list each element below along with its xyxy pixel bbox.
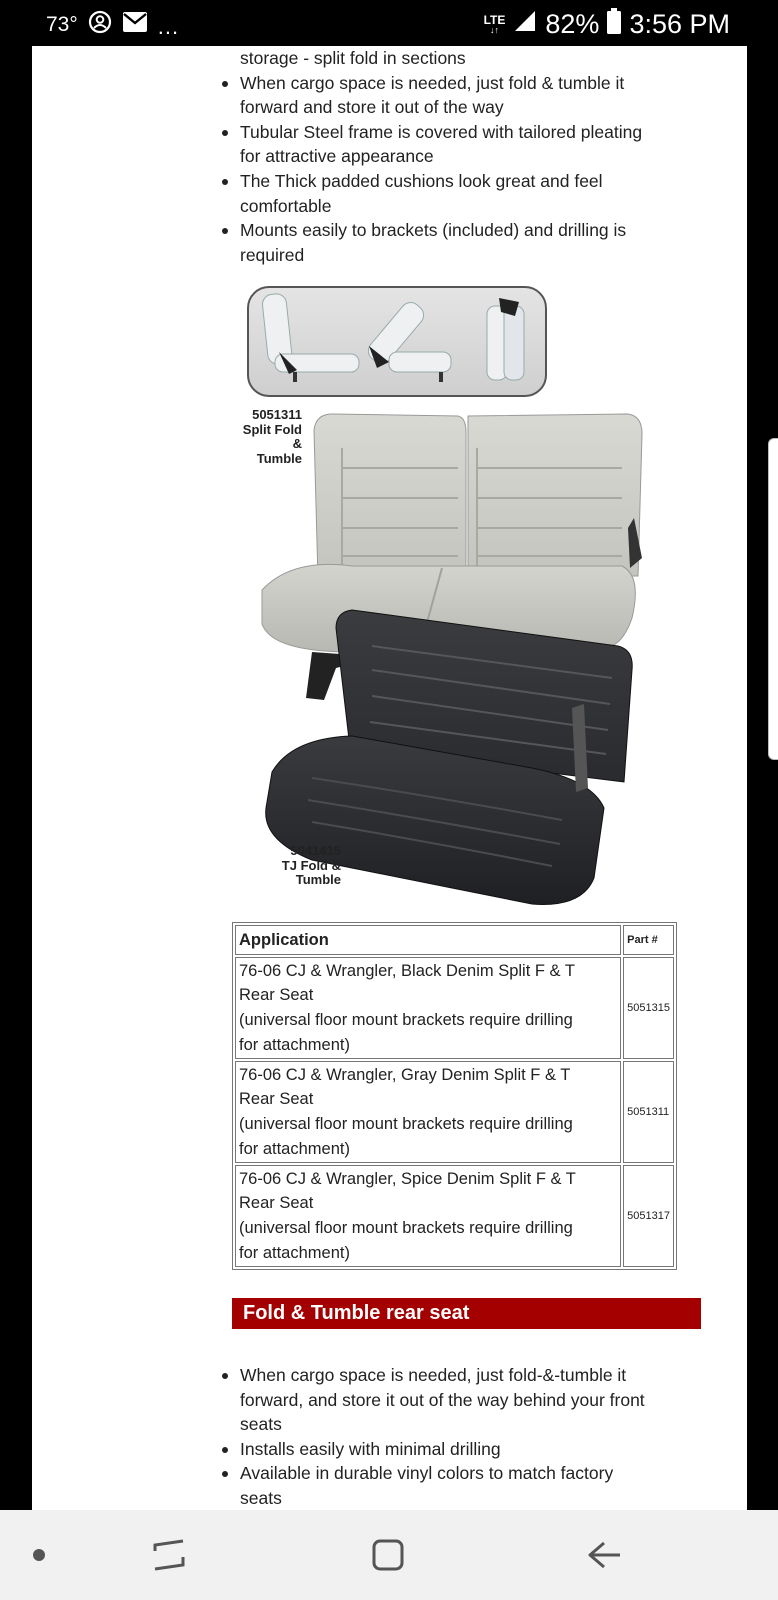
signal-icon — [513, 9, 537, 40]
home-icon[interactable] — [365, 1532, 411, 1578]
part-number-cell: 5051311 — [623, 1061, 674, 1163]
application-cell — [235, 1165, 621, 1267]
list-item-line: storage - split fold in sections — [240, 48, 466, 68]
bottom-feature-list — [222, 1363, 732, 1510]
section-heading: Fold & Tumble rear seat — [232, 1298, 701, 1329]
application-line: for attachment) — [239, 1139, 350, 1158]
fold-sequence-image — [247, 286, 547, 397]
list-item — [222, 1363, 732, 1437]
top-seat-label-line: Tumble — [256, 450, 302, 466]
bottom-seat-label-line: Tumble — [295, 872, 341, 887]
application-line: 76-06 CJ & Wrangler, Black Denim Split F & T — [239, 961, 575, 980]
application-cell — [235, 957, 621, 1059]
top-feature-list — [222, 46, 732, 267]
application-line: Rear Seat — [239, 1090, 314, 1109]
application-line: Rear Seat — [239, 986, 314, 1005]
application-cell — [235, 1061, 621, 1163]
list-item-line: Tubular Steel frame is covered with tailored pleating — [240, 121, 643, 142]
list-item-line: When cargo space is needed, just fold-&-tumble it — [240, 1365, 627, 1385]
list-item — [222, 1437, 732, 1462]
top-feature-list-container — [222, 46, 732, 267]
list-item — [222, 71, 732, 120]
list-item — [222, 120, 732, 169]
list-item-line: forward, and store it out of the way behind your front — [240, 1389, 645, 1410]
dot-icon[interactable] — [16, 1532, 62, 1578]
back-icon[interactable] — [582, 1532, 628, 1578]
top-seat-label — [232, 408, 302, 466]
application-line: 76-06 CJ & Wrangler, Spice Denim Split F & T — [239, 1169, 576, 1188]
battery-icon — [607, 8, 621, 41]
network-type: LTE — [483, 13, 506, 27]
recent-apps-icon[interactable] — [146, 1532, 192, 1578]
list-item-line: Available in durable vinyl colors to match factory — [240, 1463, 614, 1484]
top-seat-part-number: 5051311 — [252, 407, 302, 422]
list-item-line: Mounts easily to brackets (included) and drilling is — [240, 220, 627, 241]
list-item-line: comfortable — [240, 195, 332, 216]
top-seat-label-line: Split Fold & — [242, 421, 302, 451]
bottom-seat-label-line: TJ Fold & — [281, 857, 341, 873]
list-item-line: When cargo space is needed, just fold & tumble it — [240, 72, 625, 93]
bottom-seat-label — [276, 844, 341, 888]
part-number-cell: 5051315 — [623, 957, 674, 1059]
list-item-line: required — [240, 244, 305, 265]
seat-product-image — [232, 408, 697, 970]
bottom-seat-part-number: 5041415 — [290, 843, 341, 858]
list-item — [222, 46, 732, 71]
application-line: Rear Seat — [239, 1194, 314, 1213]
list-item-line: Installs easily with minimal drilling — [240, 1438, 501, 1459]
web-page — [32, 46, 747, 1510]
application-line: (universal floor mount brackets require drilling — [239, 1011, 573, 1029]
mail-icon — [122, 11, 148, 39]
application-line: for attachment) — [239, 1243, 350, 1262]
list-item-line: The Thick padded cushions look great and feel — [240, 170, 603, 191]
status-right — [484, 8, 730, 41]
navigation-bar — [0, 1510, 778, 1600]
table-header-row — [235, 925, 674, 955]
list-item — [222, 1461, 732, 1510]
bottom-feature-list-container — [222, 1363, 732, 1510]
account-icon — [88, 10, 112, 40]
part-number-header: Part # — [623, 925, 674, 955]
part-number-cell: 5051317 — [623, 1165, 674, 1267]
more-notifications: ... — [157, 14, 180, 39]
clock: 3:56 PM — [629, 9, 730, 39]
list-item-line: seats — [240, 1414, 282, 1435]
list-item — [222, 218, 732, 267]
scrollbar[interactable] — [768, 438, 778, 760]
application-header: Application — [235, 925, 621, 955]
application-line: (universal floor mount brackets require drilling — [239, 1115, 573, 1133]
table-row — [235, 1165, 674, 1267]
status-bar — [0, 0, 778, 46]
table-row — [235, 957, 674, 1059]
list-item-line: for attractive appearance — [240, 146, 434, 167]
status-left — [46, 10, 179, 40]
network-indicator: LTE ↓↑ — [483, 13, 506, 35]
application-table — [232, 922, 677, 1270]
application-line: 76-06 CJ & Wrangler, Gray Denim Split F & T — [239, 1065, 571, 1084]
table-row — [235, 1061, 674, 1163]
application-line: (universal floor mount brackets require drilling — [239, 1219, 573, 1237]
list-item — [222, 169, 732, 218]
battery-percent: 82% — [545, 9, 600, 39]
application-line: for attachment) — [239, 1035, 350, 1054]
list-item-line: forward and store it out of the way — [240, 97, 504, 118]
list-item-line: seats — [240, 1487, 282, 1508]
temperature: 73° — [46, 13, 78, 36]
